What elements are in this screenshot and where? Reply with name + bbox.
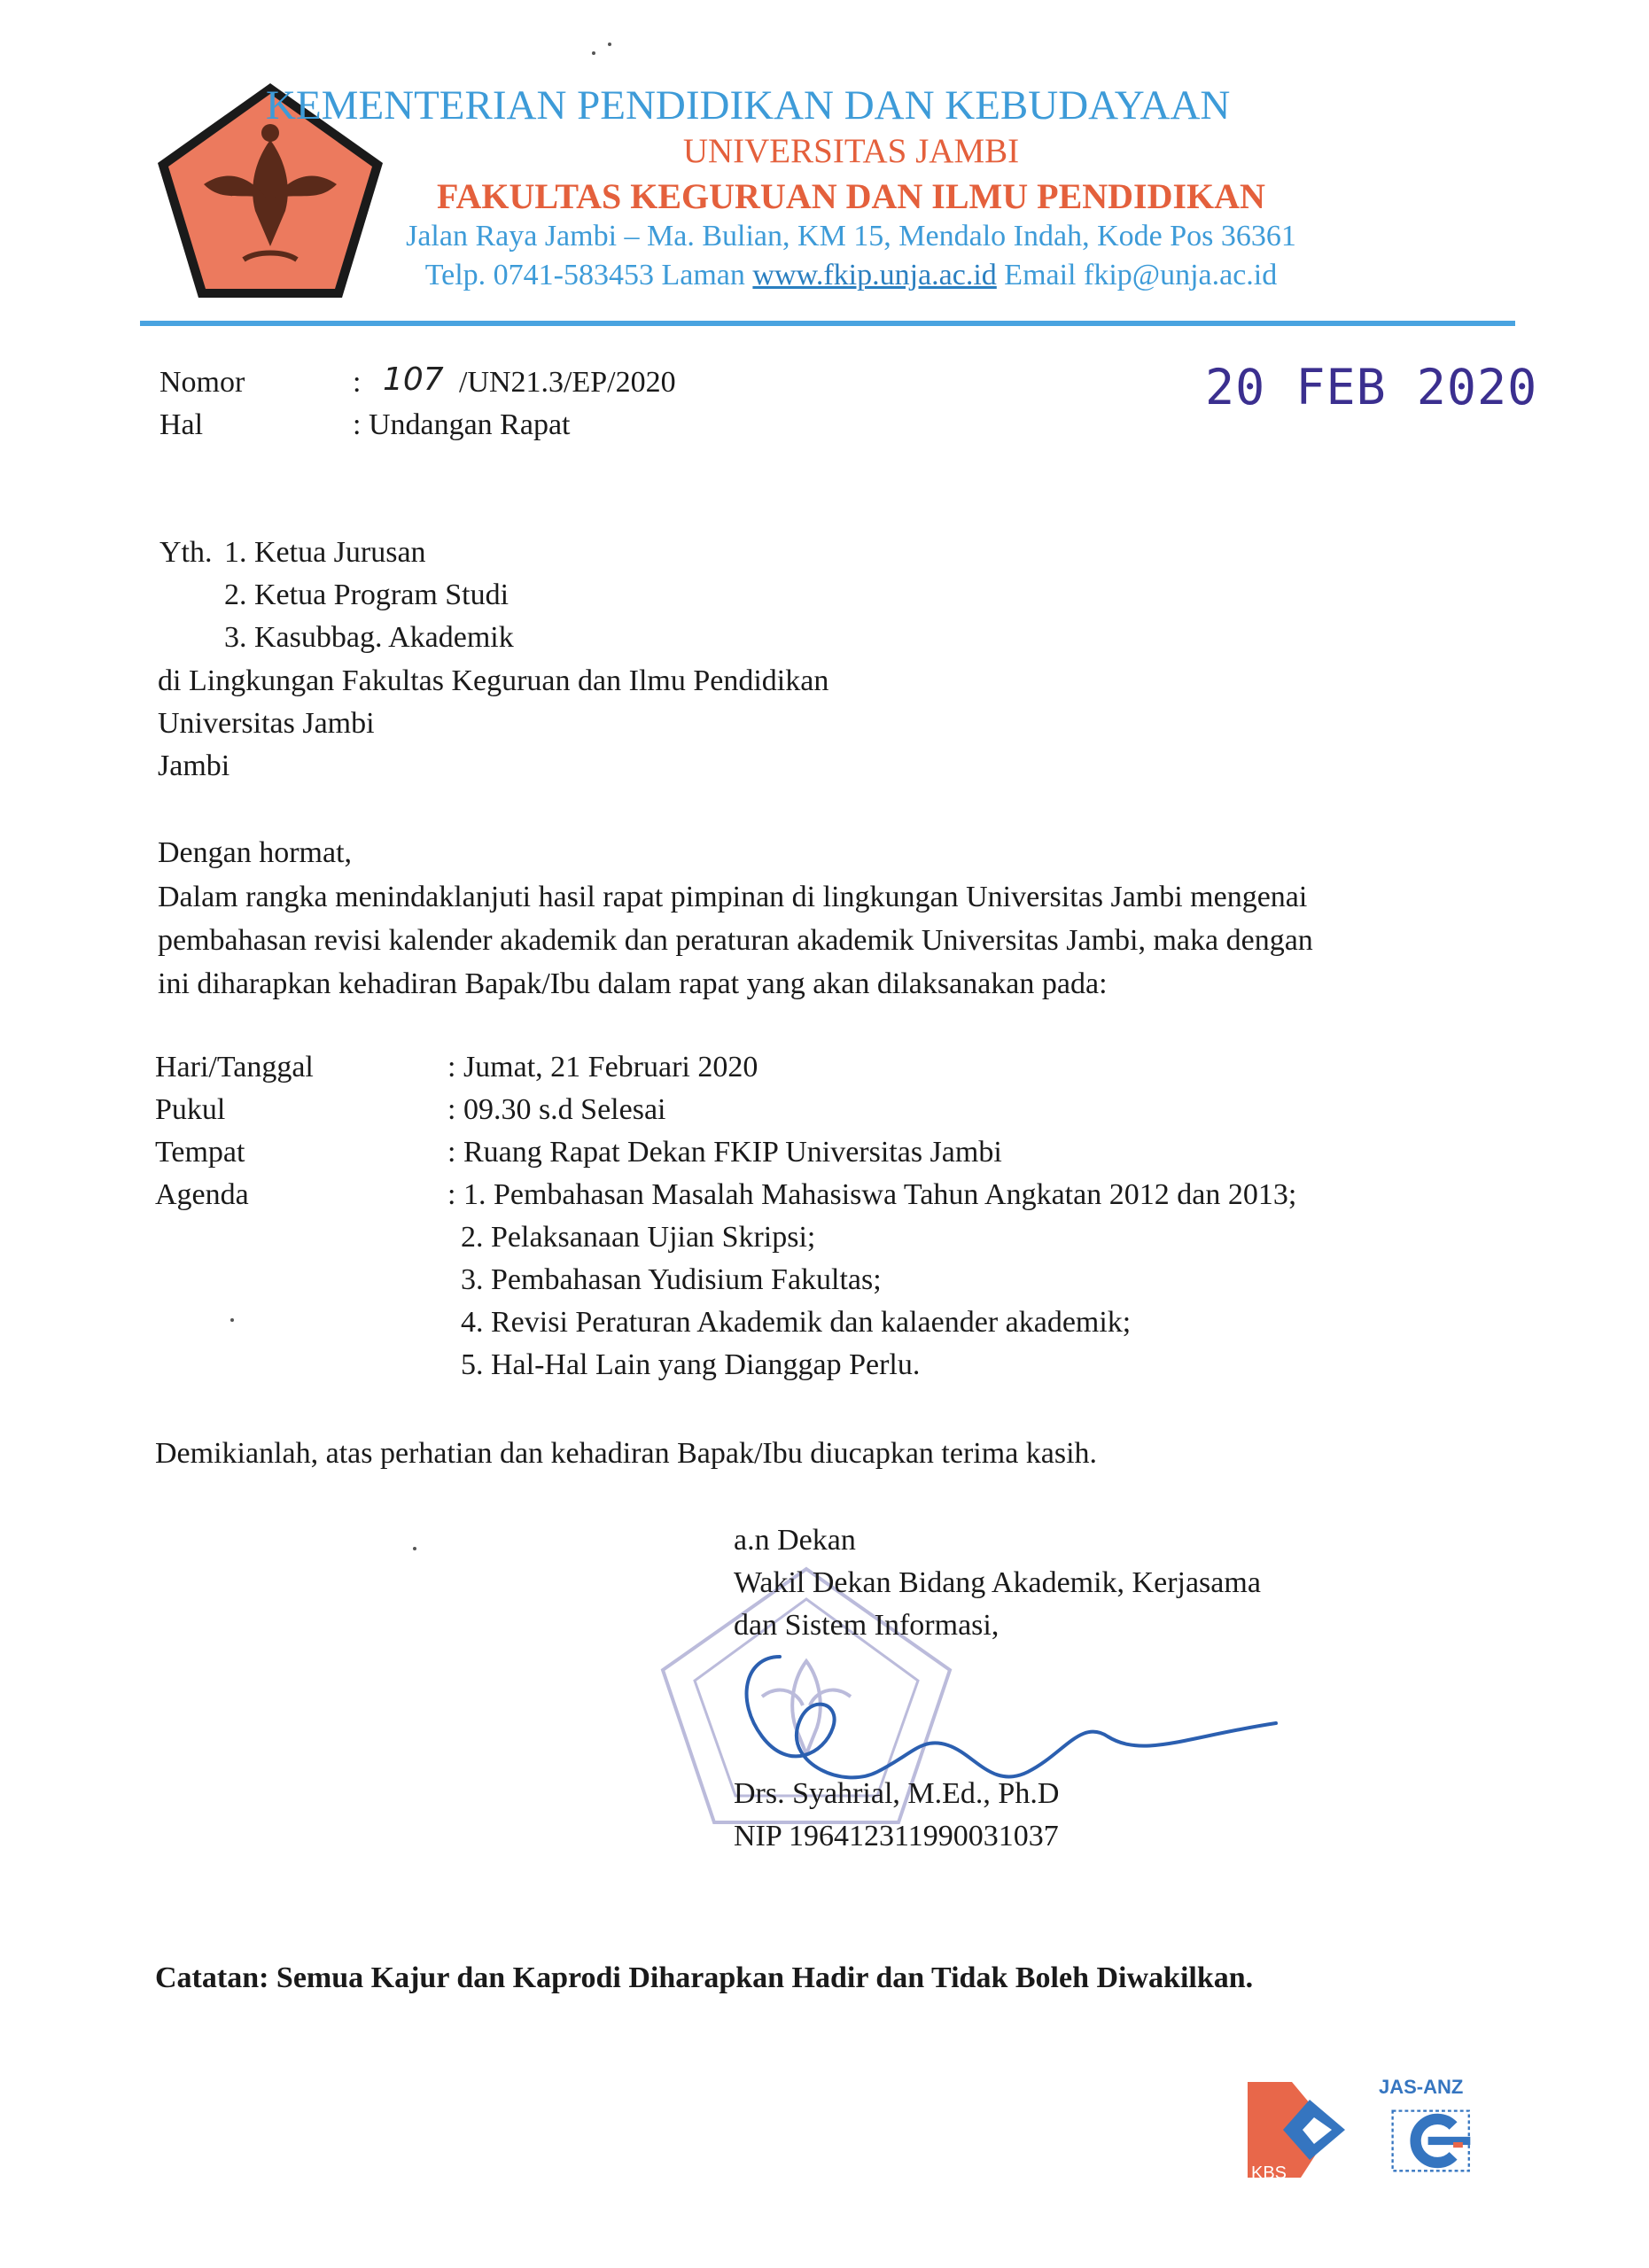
day-label: Hari/Tanggal	[155, 1051, 314, 1084]
day-value: : Jumat, 21 Februari 2020	[447, 1051, 758, 1084]
recipient-location-2: Universitas Jambi	[158, 707, 375, 740]
recipient-location-3: Jambi	[158, 750, 230, 782]
signatory-position-1: Wakil Dekan Bidang Akademik, Kerjasama	[734, 1566, 1261, 1599]
number-handwritten: 107	[383, 361, 444, 398]
scan-speck	[608, 43, 611, 46]
recipient-item: 2. Ketua Program Studi	[224, 579, 509, 611]
number-colon: :	[353, 366, 362, 399]
contact-prefix: Telp. 0741-583453 Laman	[424, 259, 753, 291]
agenda-item: : 1. Pembahasan Masalah Mahasiswa Tahun Angkatan 2012 dan 2013;	[447, 1178, 1297, 1211]
place-value: : Ruang Rapat Dekan FKIP Universitas Jambi	[447, 1136, 1002, 1169]
agenda-item: 4. Revisi Peraturan Akademik dan kalaender akademik;	[461, 1306, 1132, 1339]
recipient-item: 3. Kasubbag. Akademik	[224, 621, 514, 654]
place-label: Tempat	[155, 1136, 245, 1169]
paragraph-line: ini diharapkan kehadiran Bapak/Ibu dalam rapat yang akan dilaksanakan pada:	[158, 967, 1108, 1000]
time-label: Pukul	[155, 1093, 226, 1126]
subject-value: : Undangan Rapat	[353, 408, 571, 441]
subject-label: Hal	[159, 408, 204, 441]
date-stamp: 20 FEB 2020	[1205, 359, 1538, 416]
contact-email: Email fkip@unja.ac.id	[996, 259, 1278, 291]
scan-speck	[413, 1547, 416, 1550]
greeting: Dengan hormat,	[158, 836, 353, 869]
recipient-item: 1. Ketua Jurusan	[224, 536, 426, 569]
jas-anz-logo	[1375, 2107, 1490, 2195]
time-value: : 09.30 s.d Selesai	[447, 1093, 666, 1126]
agenda-label: Agenda	[155, 1178, 249, 1211]
signatory-on-behalf: a.n Dekan	[734, 1524, 856, 1557]
closing-sentence: Demikianlah, atas perhatian dan kehadiran Bapak/Ibu diucapkan terima kasih.	[155, 1437, 1098, 1470]
agenda-item: 2. Pelaksanaan Ujian Skripsi;	[461, 1221, 816, 1254]
paragraph-line: Dalam rangka menindaklanjuti hasil rapat pimpinan di lingkungan Universitas Jambi mengenai	[158, 881, 1308, 913]
signatory-nip: NIP 196412311990031037	[734, 1820, 1059, 1852]
agenda-item: 3. Pembahasan Yudisium Fakultas;	[461, 1263, 882, 1296]
signatory-name: Drs. Syahrial, M.Ed., Ph.D	[734, 1777, 1060, 1810]
contact-line	[0, 259, 1649, 292]
recipient-location-1: di Lingkungan Fakultas Keguruan dan Ilmu Pendidikan	[158, 664, 829, 697]
jas-anz-label: JAS-ANZ	[1379, 2076, 1464, 2098]
number-rest: /UN21.3/EP/2020	[459, 366, 676, 399]
university-heading: UNIVERSITAS JAMBI	[682, 132, 1020, 170]
scan-speck	[230, 1318, 234, 1322]
recipient-prefix: Yth.	[159, 536, 213, 569]
letterhead-rule	[140, 321, 1515, 326]
website-link[interactable]: www.fkip.unja.ac.id	[752, 259, 997, 291]
attendance-note: Catatan: Semua Kajur dan Kaprodi Diharapkan Hadir dan Tidak Boleh Diwakilkan.	[155, 1961, 1254, 1994]
agenda-item: 5. Hal-Hal Lain yang Dianggap Perlu.	[461, 1348, 921, 1381]
faculty-heading: FAKULTAS KEGURUAN DAN ILMU PENDIDIKAN	[437, 176, 1265, 216]
ministry-heading: KEMENTERIAN PENDIDIKAN DAN KEBUDAYAAN	[266, 82, 1231, 128]
scan-speck	[592, 51, 595, 55]
address-line: Jalan Raya Jambi – Ma. Bulian, KM 15, Mendalo Indah, Kode Pos 36361	[406, 220, 1296, 252]
kbs-label: KBS	[1251, 2163, 1287, 2183]
signatory-position-2: dan Sistem Informasi,	[734, 1609, 1000, 1642]
number-label: Nomor	[159, 366, 245, 399]
paragraph-line: pembahasan revisi kalender akademik dan peraturan akademik Universitas Jambi, maka dengan	[158, 924, 1313, 957]
